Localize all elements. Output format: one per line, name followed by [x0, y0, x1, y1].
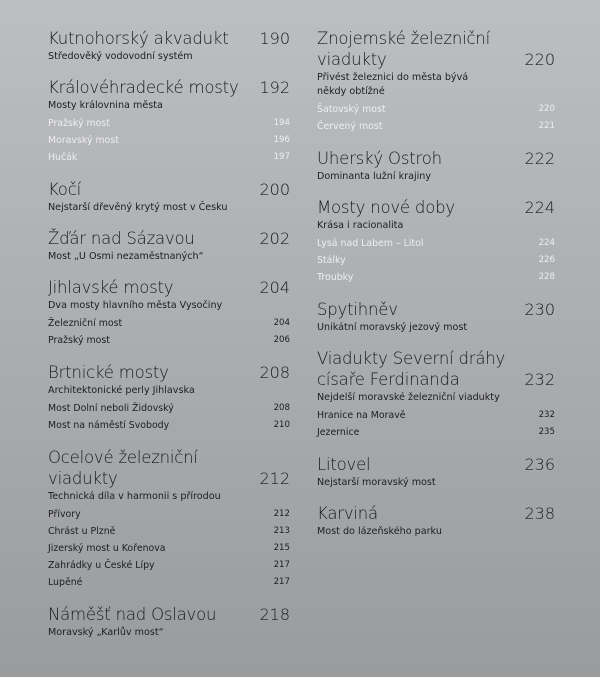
sub-entry-page: 226	[538, 255, 555, 265]
entry-page-number: 202	[259, 229, 290, 248]
entry-page-number: 190	[259, 29, 290, 48]
sub-entry-page: 197	[273, 152, 290, 162]
entry-subtitle: Architektonické perly Jihlavska	[48, 385, 195, 396]
sub-entry[interactable]	[48, 332, 290, 349]
sub-entry[interactable]	[48, 400, 290, 417]
entry-title: Spytihněv	[317, 300, 398, 319]
entry-title	[317, 28, 490, 70]
sub-entry-title: Pražský most	[48, 335, 110, 346]
entry-page-number: 236	[524, 455, 555, 474]
sub-entry-page: 196	[273, 135, 290, 145]
sub-entry[interactable]	[317, 407, 555, 424]
sub-entry-title: Jezernice	[317, 427, 360, 438]
entry-page-number: 220	[524, 50, 555, 69]
sub-entry-title: Most Dolní neboli Židovský	[48, 403, 174, 414]
entry-page-number: 200	[259, 180, 290, 199]
entry-page-number: 204	[259, 278, 290, 297]
sub-entry-title: Troubky	[317, 272, 354, 283]
sub-entry[interactable]	[48, 506, 290, 523]
entry-subtitle: Unikátní moravský jezový most	[317, 322, 468, 333]
entry-subtitle: Dominanta lužní krajiny	[317, 171, 432, 182]
entry-subtitle: Most do lázeňského parku	[317, 526, 442, 537]
toc-entry-ocelove-zeleznicni-viadukty[interactable]	[48, 447, 290, 591]
sub-entry-title: Přívory	[48, 509, 81, 520]
sub-entry-title: Hranice na Moravě	[317, 410, 406, 421]
toc-entry-namest-nad-oslavou[interactable]	[48, 604, 290, 640]
sub-entry[interactable]	[48, 115, 290, 132]
sub-entry-title: Stálky	[317, 255, 346, 266]
entry-title	[48, 447, 198, 489]
entry-title: Kočí	[48, 180, 81, 199]
sub-entry-page: 208	[273, 403, 290, 413]
entry-title: Kutnohorský akvadukt	[48, 29, 229, 48]
sub-entry[interactable]	[317, 424, 555, 441]
sub-entry-title: Železniční most	[48, 318, 123, 329]
entry-title: Brtnické mosty	[48, 363, 169, 382]
entry-subtitle: Krása i racionalita	[317, 220, 404, 231]
toc-entry-spytihnev[interactable]	[317, 299, 555, 335]
sub-entry-page: 206	[273, 335, 290, 345]
sub-entry-title: Lysá nad Labem – Litol	[317, 238, 424, 249]
sub-entry[interactable]	[48, 132, 290, 149]
sub-entry-title: Most na náměstí Svobody	[48, 420, 170, 431]
entry-page-number: 218	[259, 605, 290, 624]
sub-entry-title: Červený most	[317, 121, 383, 132]
sub-entry[interactable]	[48, 149, 290, 166]
entry-subtitle: Nejdelší moravské železniční viadukty	[317, 392, 500, 403]
entry-subtitle-line: někdy obtížné	[317, 86, 385, 97]
entry-page-number: 222	[524, 149, 555, 168]
sub-entry[interactable]	[317, 235, 555, 252]
sub-entry-page: 224	[538, 238, 555, 248]
sub-entry-title: Lupěné	[48, 577, 83, 588]
sub-entry-page: 194	[273, 118, 290, 128]
sub-entry[interactable]	[48, 315, 290, 332]
entry-title: Uherský Ostroh	[317, 149, 442, 168]
entry-title-line: Viadukty Severní dráhy	[317, 349, 506, 368]
sub-entry-page: 220	[538, 104, 555, 114]
entry-subtitle: Technická díla v harmonii s přírodou	[48, 491, 221, 502]
sub-entry-title: Šatovský most	[317, 104, 386, 115]
toc-entry-znojemske-zeleznicni-viadukty[interactable]	[317, 28, 555, 135]
entry-page-number: 208	[259, 363, 290, 382]
sub-entry[interactable]	[317, 252, 555, 269]
sub-entry[interactable]	[48, 417, 290, 434]
sub-entry[interactable]	[317, 118, 555, 135]
entry-page-number: 212	[259, 469, 290, 488]
sub-entry[interactable]	[48, 574, 290, 591]
entry-subtitle: Nejstarší dřevěný krytý most v Česku	[48, 202, 228, 213]
toc-entry-brtnicke-mosty[interactable]	[48, 362, 290, 434]
entry-subtitle: Středověký vodovodní systém	[48, 51, 193, 62]
sub-entry-page: 232	[538, 410, 555, 420]
sub-entry-page: 221	[538, 121, 555, 131]
sub-entry-page: 217	[273, 577, 290, 587]
toc-left-column	[48, 28, 290, 653]
toc-entry-koci[interactable]	[48, 179, 290, 215]
toc-entry-viadukty-severni-drahy[interactable]	[317, 348, 555, 441]
toc-entry-zdar-nad-sazavou[interactable]	[48, 228, 290, 264]
toc-entry-uhersky-ostroh[interactable]	[317, 148, 555, 184]
toc-entry-jihlavske-mosty[interactable]	[48, 277, 290, 349]
sub-entry[interactable]	[48, 523, 290, 540]
sub-entry-page: 235	[538, 427, 555, 437]
entry-subtitle: Most „U Osmi nezaměstnaných“	[48, 251, 204, 262]
entry-title-line: Znojemské železniční	[317, 29, 490, 48]
toc-entry-mosty-nove-doby[interactable]	[317, 197, 555, 286]
entry-subtitle: Moravský „Karlův most“	[48, 627, 164, 638]
sub-entry-title: Pražský most	[48, 118, 110, 129]
sub-entry-page: 215	[273, 543, 290, 553]
entry-title-line: císaře Ferdinanda	[317, 370, 460, 389]
sub-entry-title: Hučák	[48, 152, 78, 163]
entry-title-line: viadukty	[48, 469, 118, 488]
entry-title: Litovel	[317, 455, 371, 474]
sub-entry-page: 228	[538, 272, 555, 282]
entry-title: Žďár nad Sázavou	[48, 229, 195, 248]
sub-entry-title: Jizerský most u Kořenova	[48, 543, 166, 554]
sub-entry[interactable]	[317, 269, 555, 286]
sub-entry-title: Moravský most	[48, 135, 119, 146]
entry-title: Jihlavské mosty	[48, 278, 174, 297]
entry-title: Mosty nové doby	[317, 198, 455, 217]
entry-page-number: 192	[259, 78, 290, 97]
toc-right-column	[317, 28, 555, 552]
sub-entry[interactable]	[48, 540, 290, 557]
sub-entry-page: 210	[273, 420, 290, 430]
entry-title	[317, 348, 505, 390]
entry-subtitle	[317, 71, 555, 99]
entry-page-number: 232	[524, 370, 555, 389]
entry-page-number: 230	[524, 300, 555, 319]
entry-title: Královéhradecké mosty	[48, 78, 239, 97]
entry-subtitle-line: Přivést železnici do města bývá	[317, 72, 469, 83]
sub-entry-page: 204	[273, 318, 290, 328]
entry-subtitle: Mosty královnina města	[48, 100, 163, 111]
toc-entry-kutnohorsky-akvadukt[interactable]	[48, 28, 290, 64]
entry-title-line: Ocelové železniční	[48, 448, 198, 467]
sub-entry-page: 213	[273, 526, 290, 536]
entry-page-number: 224	[524, 198, 555, 217]
sub-entry[interactable]	[317, 101, 555, 118]
entry-subtitle: Dva mosty hlavního města Vysočiny	[48, 300, 223, 311]
sub-entry-page: 217	[273, 560, 290, 570]
sub-entry-title: Zahrádky u České Lípy	[48, 560, 155, 571]
entry-title: Náměšť nad Oslavou	[48, 605, 217, 624]
entry-title: Karviná	[317, 504, 378, 523]
toc-entry-litovel[interactable]	[317, 454, 555, 490]
entry-subtitle: Nejstarší moravský most	[317, 477, 436, 488]
sub-entry-page: 212	[273, 509, 290, 519]
entry-title-line: viadukty	[317, 50, 387, 69]
sub-entry[interactable]	[48, 557, 290, 574]
toc-entry-kralovehradecke-mosty[interactable]	[48, 77, 290, 166]
entry-page-number: 238	[524, 504, 555, 523]
sub-entry-title: Chrást u Plzně	[48, 526, 116, 537]
toc-entry-karvina[interactable]	[317, 503, 555, 539]
